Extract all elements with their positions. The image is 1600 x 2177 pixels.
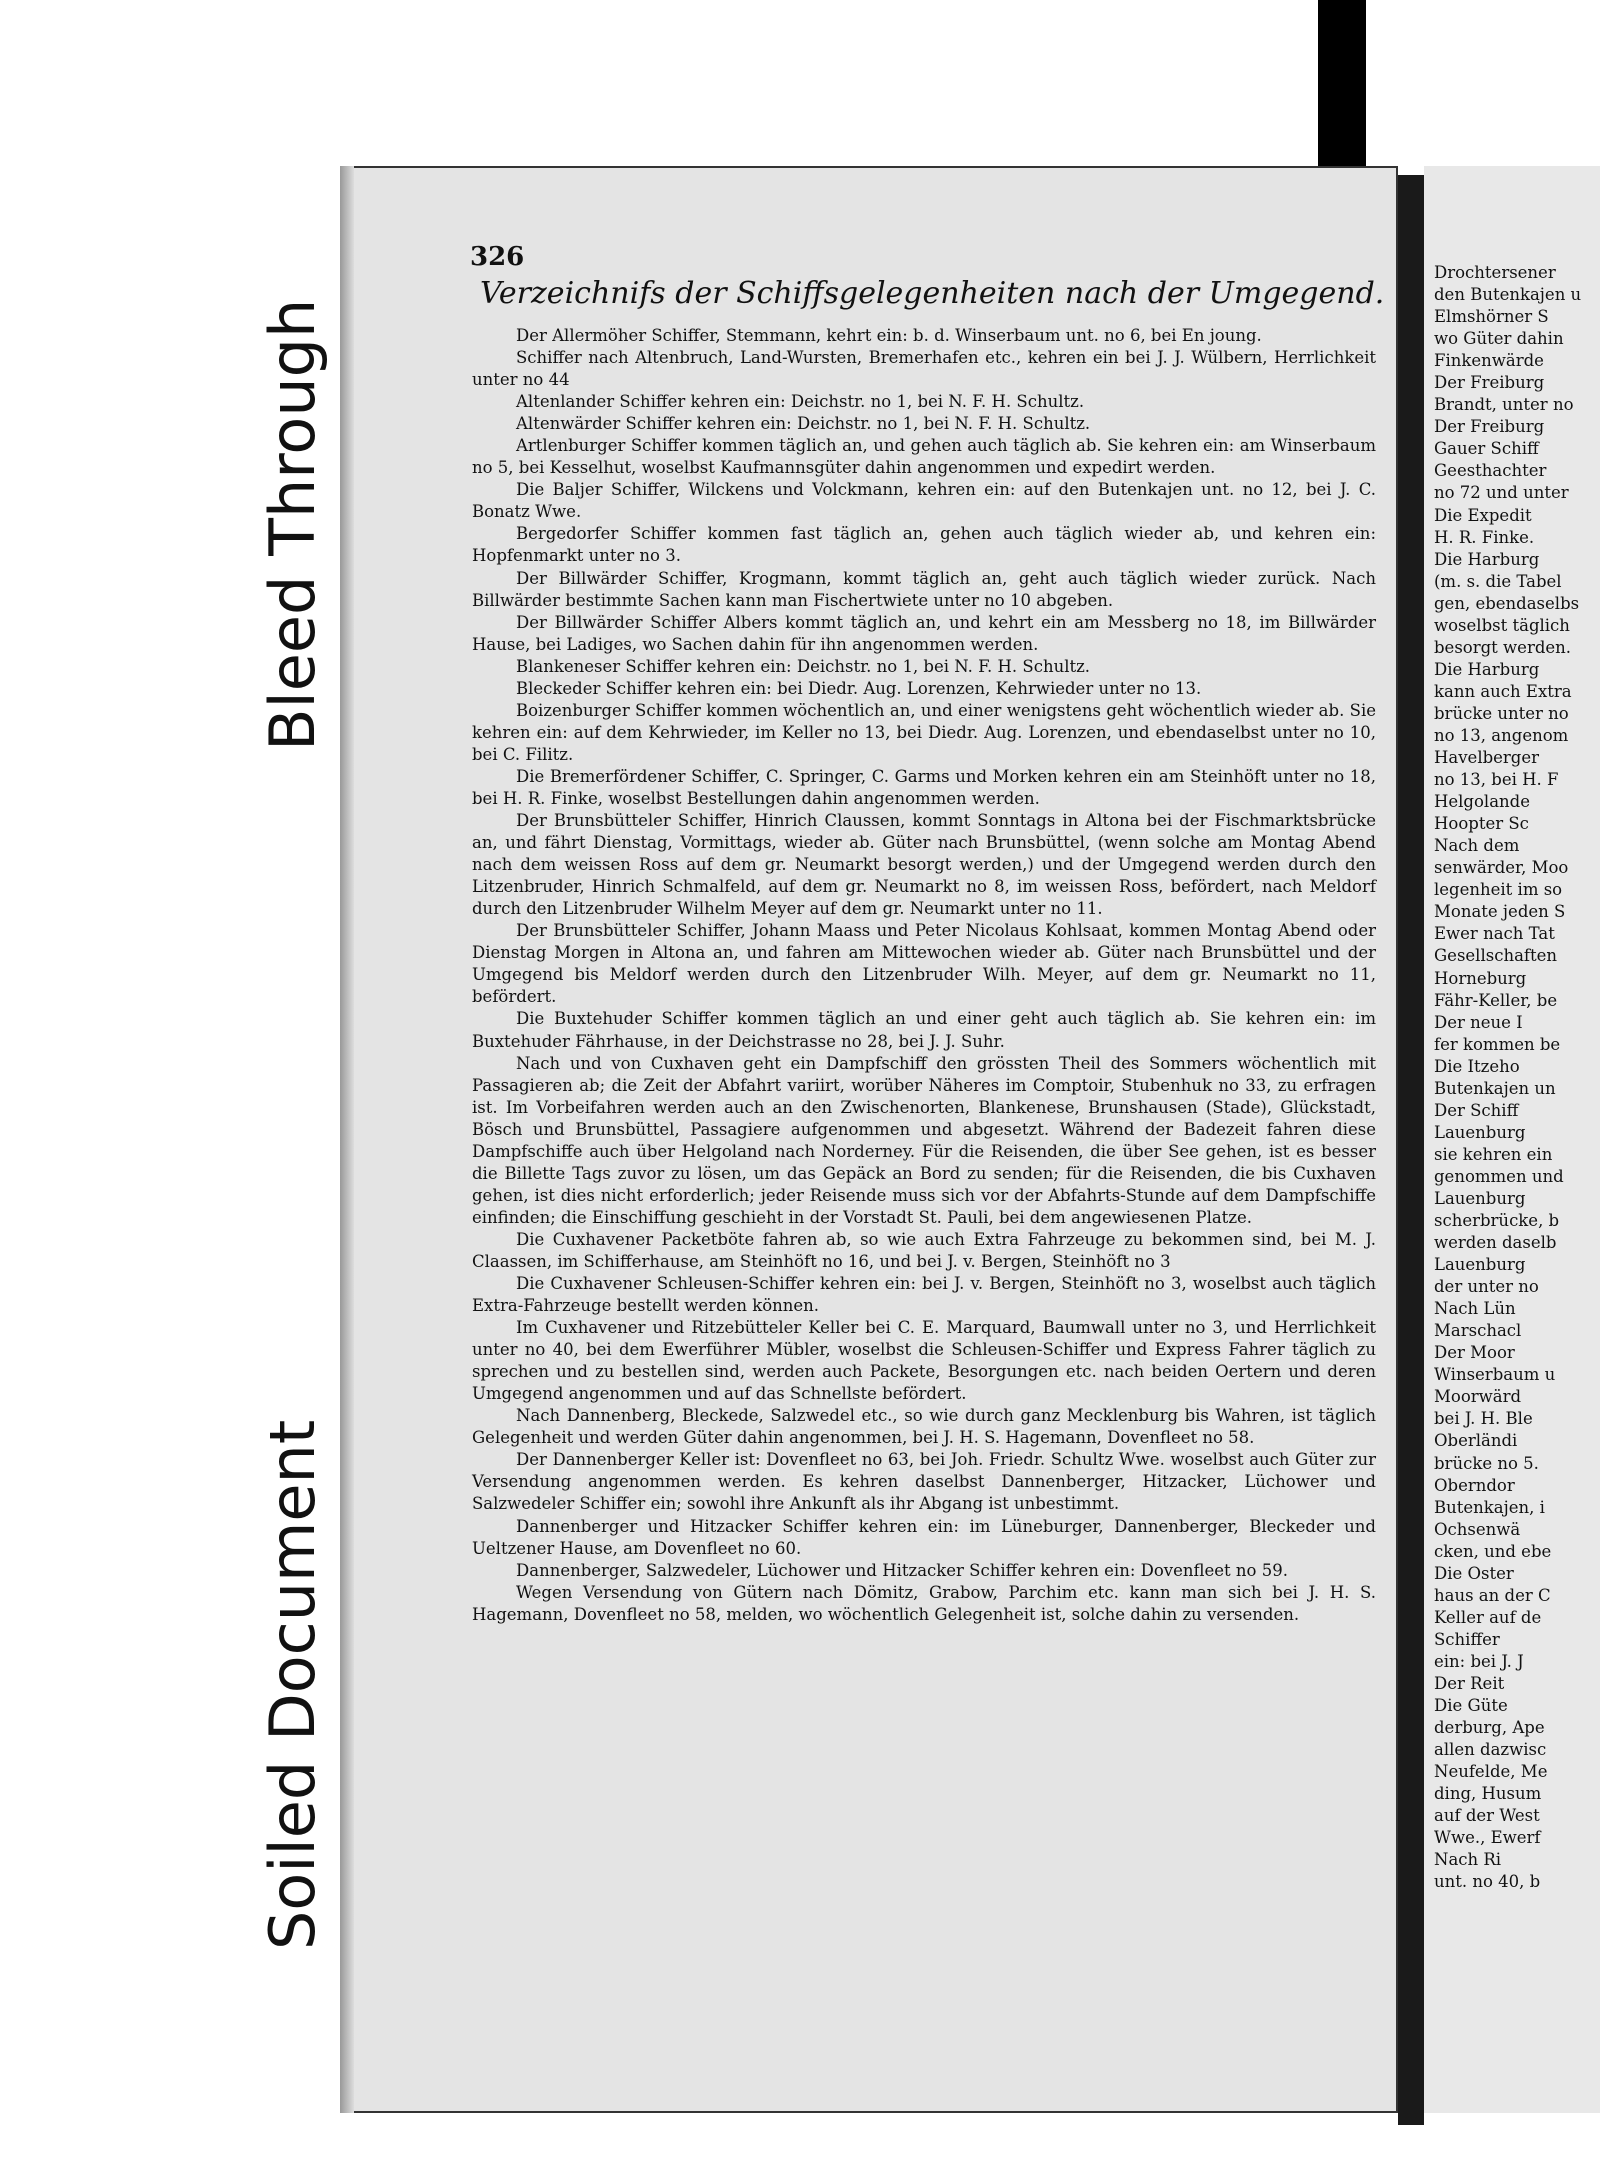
entry-paragraph: Artlenburger Schiffer kommen täglich an, und gehen auch täglich ab. Sie kehren ein: am Winserbaum no 5, bei Kesselhut, woselbst Kaufmannsgüter dahin angenommen und expedirt werden. xyxy=(472,436,1376,478)
entry-paragraph: Die Cuxhavener Schleusen-Schiffer kehren ein: bei J. v. Bergen, Steinhöft no 3, woselbst auch täglich Extra-Fahrzeuge bestellt werden können. xyxy=(472,1274,1376,1316)
right-page-line: Nach Ri xyxy=(1434,1850,1502,1870)
right-page-line: Gesellschaften xyxy=(1434,946,1558,966)
right-page-line: wo Güter dahin xyxy=(1434,329,1564,349)
entry-paragraph: Der Allermöher Schiffer, Stemmann, kehrt ein: b. d. Winserbaum unt. no 6, bei En joung. xyxy=(516,326,1262,345)
page-edge xyxy=(340,166,354,2113)
right-page-line: fer kommen be xyxy=(1434,1034,1561,1054)
right-page-line: Fähr-Keller, be xyxy=(1434,990,1558,1010)
right-page-line: derburg, Ape xyxy=(1434,1718,1545,1738)
page-body xyxy=(472,325,1376,1626)
right-page-line: besorgt werden. xyxy=(1434,637,1572,657)
right-page-line: Der Freiburg xyxy=(1434,417,1545,437)
right-page-line: Hoopter Sc xyxy=(1434,814,1529,834)
entry-paragraph: Bleckeder Schiffer kehren ein: bei Diedr. Aug. Lorenzen, Kehrwieder unter no 13. xyxy=(516,678,1202,698)
right-page-line: Oberndor xyxy=(1434,1475,1515,1495)
right-page-line: Marschacl xyxy=(1434,1321,1522,1341)
right-page-line: ein: bei J. J xyxy=(1434,1651,1524,1671)
right-page-line: Gauer Schiff xyxy=(1434,439,1539,459)
right-page-line: Butenkajen un xyxy=(1434,1078,1556,1098)
right-page-line: Neufelde, Me xyxy=(1434,1762,1548,1782)
right-page-line: Butenkajen, i xyxy=(1434,1497,1545,1517)
label-strip xyxy=(248,165,338,2065)
entry-paragraph: Altenwärder Schiffer kehren ein: Deichstr. no 1, bei N. F. H. Schultz. xyxy=(516,414,1091,434)
right-page-line: gen, ebendaselbs xyxy=(1434,593,1580,613)
right-page-line: (m. s. die Tabel xyxy=(1434,571,1562,591)
right-page-line: Elmshörner S xyxy=(1434,307,1549,327)
right-page-line: Der neue I xyxy=(1434,1012,1523,1032)
page-title: Verzeichnifs der Schiffsgelegenheiten nach der Umgegend. xyxy=(480,276,1385,311)
right-page-line: sie kehren ein xyxy=(1434,1144,1553,1164)
right-page-line: Lauenburg xyxy=(1434,1255,1526,1275)
right-page-line: H. R. Finke. xyxy=(1434,527,1535,547)
right-page-line: Wwe., Ewerf xyxy=(1434,1828,1541,1848)
right-page-line: Moorwärd xyxy=(1434,1387,1522,1407)
entry-paragraph: Die Bremerfördener Schiffer, C. Springer, C. Garms und Morken kehren ein am Steinhöft unter no 18, bei H. R. Finke, woselbst Bestellungen dahin angenommen werden. xyxy=(472,766,1376,808)
entry-paragraph: Dannenberger und Hitzacker Schiffer kehren ein: im Lüneburger, Dannenberger, Bleckeder und Ueltzener Hause, am Dovenfleet no 60. xyxy=(472,1516,1376,1558)
right-page-line: Oberländi xyxy=(1434,1431,1518,1451)
right-page-line: legenheit im so xyxy=(1434,880,1563,900)
right-page-line: Geesthachter xyxy=(1434,461,1547,481)
right-page-line: no 72 und unter xyxy=(1434,483,1569,503)
black-bar xyxy=(1318,0,1366,175)
right-page-line: brücke unter no xyxy=(1434,703,1569,723)
right-page-line: Keller auf de xyxy=(1434,1607,1542,1627)
entry-paragraph: Nach und von Cuxhaven geht ein Dampfschiff den grössten Theil des Sommers wöchentlich mit Passagieren ab; die Zeit der Abfahrt variirt, worüber Näheres im Comptoir, Stubenhuk no 33, zu erfragen ist. Im Vorbeifahren werden auch an den Zwischenorten, Blankenese, Brunshausen (Stade), Glückstadt, Bösch und Brunsbüttel, Passagiere aufgenommen und abgesetzt. Während der Badezeit fahren diese Dampfschiffe auch über Helgoland nach Norderney. Für die Reisenden, die über See gehen, ist es besser die Billette Tags zuvor zu lösen, um das Gepäck an Bord zu senden; für die Reisenden, die bis Cuxhaven gehen, ist dies nicht erforderlich; jeder Reisende muss sich vor der Abfahrts-Stunde auf dem Dampfschiffe einfinden; die Einschiffung geschieht in der Vorstadt St. Pauli, bei dem angewiesenen Platze. xyxy=(472,1053,1376,1227)
right-page-line: auf der West xyxy=(1434,1806,1540,1826)
right-page-line: kann auch Extra xyxy=(1434,681,1572,701)
right-page-line: woselbst täglich xyxy=(1434,615,1570,635)
right-page-line: Ochsenwä xyxy=(1434,1519,1521,1539)
entry-paragraph: Altenlander Schiffer kehren ein: Deichstr. no 1, bei N. F. H. Schultz. xyxy=(516,392,1085,412)
right-page-line: Lauenburg xyxy=(1434,1122,1526,1142)
entry-paragraph: Wegen Versendung von Gütern nach Dömitz, Grabow, Parchim etc. kann man sich bei J. H. S. Hagemann, Dovenfleet no 58, melden, wo wöchentlich Gelegenheit ist, solche dahin zu versenden. xyxy=(472,1582,1376,1624)
entry-paragraph: Die Buxtehuder Schiffer kommen täglich an und einer geht auch täglich ab. Sie kehren ein: im Buxtehuder Fährhause, in der Deichstrasse no 28, bei J. J. Suhr. xyxy=(472,1009,1376,1051)
right-page-line: Nach Lün xyxy=(1434,1299,1516,1319)
right-page-line: genommen und xyxy=(1434,1166,1564,1186)
right-page-line: haus an der C xyxy=(1434,1585,1551,1605)
entry-paragraph: Dannenberger, Salzwedeler, Lüchower und Hitzacker Schiffer kehren ein: Dovenfleet no 59. xyxy=(516,1560,1288,1580)
entry-paragraph: Bergedorfer Schiffer kommen fast täglich an, gehen auch täglich wieder ab, und kehren ein: Hopfenmarkt unter no 3. xyxy=(472,524,1376,566)
entry-paragraph: Im Cuxhavener und Ritzebütteler Keller bei C. E. Marquard, Baumwall unter no 3, und Herrlichkeit unter no 40, bei dem Ewerführer Mübler, woselbst die Schleusen-Schiffer und Express Fahrer täglich zu sprechen und zu bestellen sind, werden auch Packete, Besorgungen etc. nach beiden Oertern und deren Umgegend angenommen und auf das Schnellste befördert. xyxy=(472,1318,1376,1404)
right-page-line: brücke no 5. xyxy=(1434,1453,1539,1473)
right-page-line: no 13, bei H. F xyxy=(1434,770,1559,790)
right-page xyxy=(1424,166,1600,2113)
page-number: 326 xyxy=(470,242,525,272)
right-page-line: Winserbaum u xyxy=(1434,1365,1556,1385)
entry-paragraph: Schiffer nach Altenbruch, Land-Wursten, Bremerhafen etc., kehren ein bei J. J. Wülbern, Herrlichkeit unter no 44 xyxy=(472,348,1376,390)
right-page-line: Ewer nach Tat xyxy=(1434,924,1555,944)
entry-paragraph: Der Billwärder Schiffer Albers kommt täglich an, und kehrt ein am Messberg no 18, im Billwärder Hause, bei Ladiges, wo Sachen dahin für ihn angenommen werden. xyxy=(472,612,1376,654)
entry-paragraph: Die Baljer Schiffer, Wilckens und Volckmann, kehren ein: auf den Butenkajen unt. no 12, bei J. C. Bonatz Wwe. xyxy=(472,480,1376,522)
right-page-line: allen dazwisc xyxy=(1434,1740,1547,1760)
entry-paragraph: Der Brunsbütteler Schiffer, Johann Maass und Peter Nicolaus Kohlsaat, kommen Montag Abend oder Dienstag Morgen in Altona an, und fahren am Mittewochen wieder ab. Güter nach Brunsbüttel und der Umgegend bis Meldorf werden durch den Litzenbruder Wilh. Meyer, auf dem gr. Neumarkt no 11, befördert. xyxy=(472,921,1376,1007)
right-page-line: Die Expedit xyxy=(1434,505,1532,525)
right-page-line: Die Itzeho xyxy=(1434,1056,1520,1076)
right-page-line: Horneburg xyxy=(1434,968,1527,988)
right-page-line: den Butenkajen u xyxy=(1434,285,1582,305)
right-page-line: unt. no 40, b xyxy=(1434,1872,1541,1892)
right-page-line: Die Harburg xyxy=(1434,549,1540,569)
right-page-line: der unter no xyxy=(1434,1277,1539,1297)
right-page-line: Brandt, unter no xyxy=(1434,395,1574,415)
right-page-line: Die Oster xyxy=(1434,1563,1514,1583)
right-page-line: Der Schiff xyxy=(1434,1100,1519,1120)
right-page-line: no 13, angenom xyxy=(1434,725,1569,745)
right-page-line: werden daselb xyxy=(1434,1233,1557,1253)
right-page-line: Die Harburg xyxy=(1434,659,1540,679)
right-page-line: Der Moor xyxy=(1434,1343,1515,1363)
right-page-line: Nach dem xyxy=(1434,836,1520,856)
entry-paragraph: Nach Dannenberg, Bleckede, Salzwedel etc., so wie durch ganz Mecklenburg bis Wahren, ist täglich Gelegenheit und werden Güter dahin angenommen, bei J. H. S. Hagemann, Dovenfleet no 58. xyxy=(472,1406,1376,1448)
entry-paragraph: Der Billwärder Schiffer, Krogmann, kommt täglich an, geht auch täglich wieder zurück. Nach Billwärder bestimmte Sachen kann man Fischertwiete unter no 10 abgeben. xyxy=(472,568,1376,610)
right-page-line: Havelberger xyxy=(1434,748,1540,768)
entry-paragraph: Blankeneser Schiffer kehren ein: Deichstr. no 1, bei N. F. H. Schultz. xyxy=(516,656,1091,676)
right-page-line: Schiffer xyxy=(1434,1629,1500,1649)
soiled-document-label: Soiled Document xyxy=(256,1419,329,1951)
right-page-line: Drochtersener xyxy=(1434,263,1556,282)
right-page-line: ding, Husum xyxy=(1434,1784,1542,1804)
right-page-line: bei J. H. Ble xyxy=(1434,1409,1533,1429)
right-page-line: Lauenburg xyxy=(1434,1188,1526,1208)
right-page-line: Der Reit xyxy=(1434,1674,1505,1693)
entry-paragraph: Der Dannenberger Keller ist: Dovenfleet no 63, bei Joh. Friedr. Schultz Wwe. woselbst auch Güter zur Versendung angenommen werden. Es kehren daselbst Dannenberger, Hitzacker, Lüchower und Salzwedeler Schiffer ein; sowohl ihre Ankunft als ihr Abgang ist unbestimmt. xyxy=(472,1450,1376,1514)
right-page-line: Helgolande xyxy=(1434,792,1530,812)
right-page-line: Die Güte xyxy=(1434,1696,1508,1716)
entry-paragraph: Die Cuxhavener Packetböte fahren ab, so wie auch Extra Fahrzeuge zu bekommen sind, bei M. J. Claassen, im Schifferhause, am Steinhöft no 16, und bei J. v. Bergen, Steinhöft no 3 xyxy=(472,1229,1376,1271)
bleed-through-label: Bleed Through xyxy=(256,298,329,752)
right-page-text xyxy=(1434,262,1600,1893)
right-page-line: senwärder, Moo xyxy=(1434,858,1569,878)
entry-paragraph: Boizenburger Schiffer kommen wöchentlich an, und einer wenigstens geht wöchentlich wieder ab. Sie kehren ein: auf dem Kehrwieder, im Keller no 13, bei Diedr. Aug. Lorenzen, und ebendaselbst unter no 10, bei C. Filitz. xyxy=(472,700,1376,764)
right-page-line: Finkenwärde xyxy=(1434,351,1544,371)
right-page-line: Der Freiburg xyxy=(1434,373,1545,393)
right-page-line: scherbrücke, b xyxy=(1434,1211,1560,1231)
right-page-line: cken, und ebe xyxy=(1434,1541,1552,1561)
entry-paragraph: Der Brunsbütteler Schiffer, Hinrich Claussen, kommt Sonntags in Altona bei der Fischmarktsbrücke an, und fährt Dienstag, Vormittags, wieder ab. Güter nach Brunsbüttel, (wenn solche am Montag Abend nach dem weissen Ross auf dem gr. Neumarkt besorgt werden,) und der Umgegend werden durch den Litzenbruder, Hinrich Schmalfeld, auf dem gr. Neumarkt no 8, im weissen Ross, befördert, nach Meldorf durch den Litzenbruder Wilhelm Meyer auf dem gr. Neumarkt unter no 11. xyxy=(472,811,1376,919)
book-spine xyxy=(1398,175,1424,2125)
right-page-line: Monate jeden S xyxy=(1434,902,1566,922)
